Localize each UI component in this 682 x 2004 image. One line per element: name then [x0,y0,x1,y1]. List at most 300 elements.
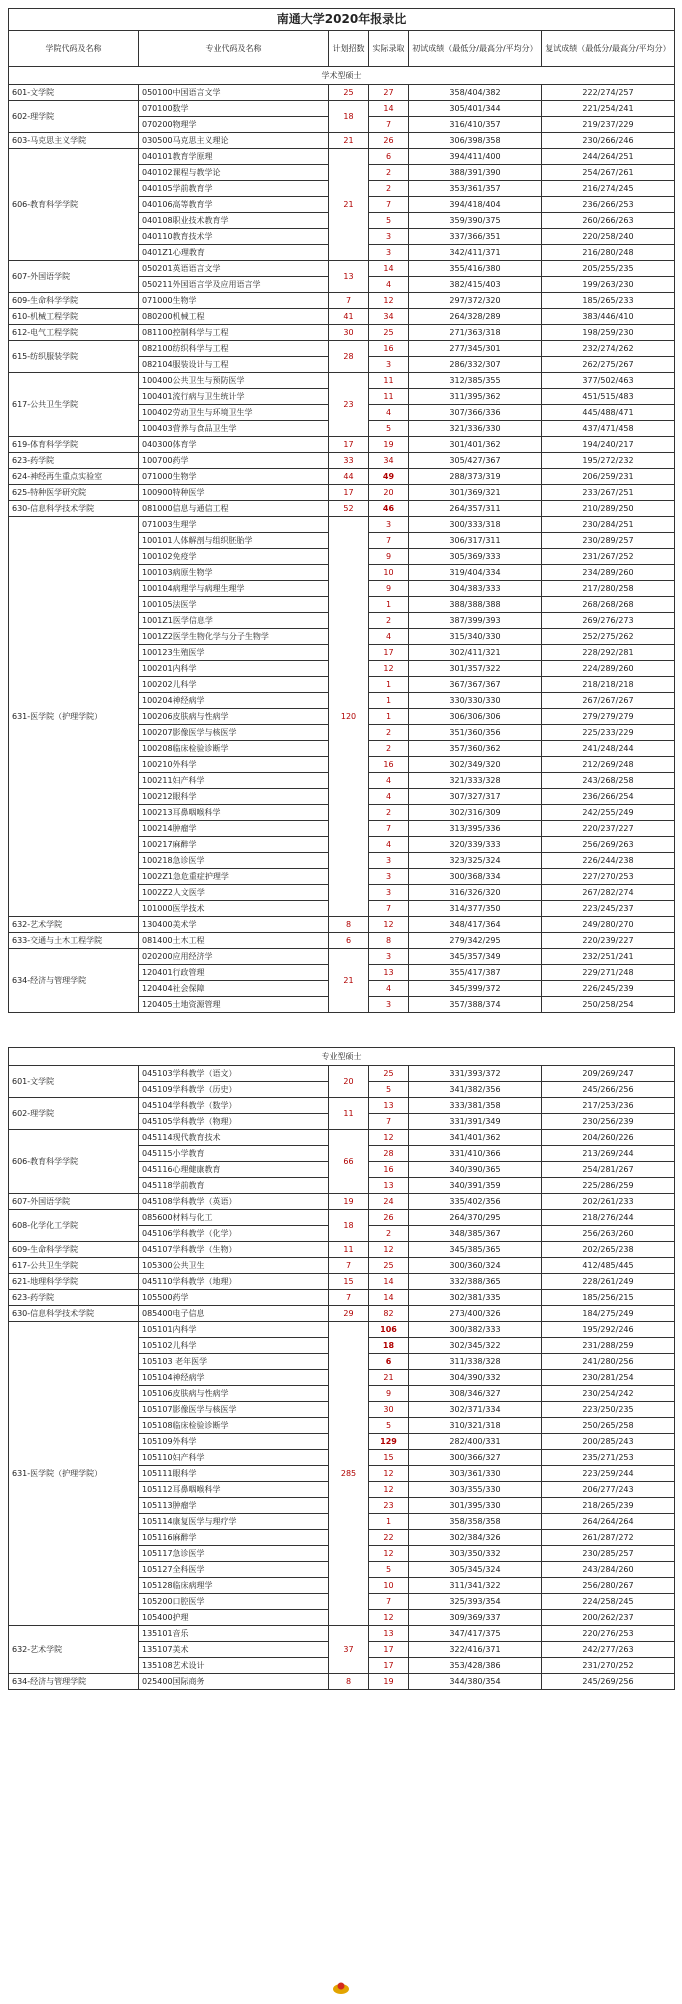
initial-score-cell: 353/361/357 [409,181,542,197]
initial-score-cell: 311/395/362 [409,389,542,405]
retest-score-cell: 254/281/267 [542,1162,675,1178]
retest-score-cell: 220/258/240 [542,229,675,245]
initial-score-cell: 303/361/330 [409,1466,542,1482]
major-cell: 105114康复医学与理疗学 [139,1514,329,1530]
initial-score-cell: 340/390/365 [409,1162,542,1178]
page-title: 南通大学2020年报录比 [9,9,675,31]
table-academic [8,8,675,1013]
retest-score-cell: 217/253/236 [542,1098,675,1114]
dept-cell: 631-医学院（护理学院） [9,517,139,917]
major-cell: 030500马克思主义理论 [139,133,329,149]
retest-score-cell: 242/277/263 [542,1642,675,1658]
admitted-cell: 3 [369,869,409,885]
major-cell: 085600材料与化工 [139,1210,329,1226]
plan-cell: 11 [329,1242,369,1258]
plan-cell: 15 [329,1274,369,1290]
major-cell: 071000生物学 [139,469,329,485]
admitted-cell: 3 [369,357,409,373]
admitted-cell: 7 [369,1594,409,1610]
retest-score-cell: 228/292/281 [542,645,675,661]
admitted-cell: 12 [369,1242,409,1258]
major-cell: 105106皮肤病与性病学 [139,1386,329,1402]
admitted-cell: 16 [369,341,409,357]
admitted-cell: 4 [369,405,409,421]
initial-score-cell: 358/404/382 [409,85,542,101]
admitted-cell: 17 [369,1642,409,1658]
retest-score-cell: 218/265/239 [542,1498,675,1514]
major-cell: 105300公共卫生 [139,1258,329,1274]
retest-score-cell: 231/270/252 [542,1658,675,1674]
retest-score-cell: 220/239/227 [542,933,675,949]
retest-score-cell: 210/289/250 [542,501,675,517]
major-cell: 100104病理学与病理生理学 [139,581,329,597]
dept-cell: 612-电气工程学院 [9,325,139,341]
initial-score-cell: 345/385/365 [409,1242,542,1258]
table-row [9,1306,675,1322]
admitted-cell: 17 [369,645,409,661]
retest-score-cell: 198/259/230 [542,325,675,341]
major-cell: 120401行政管理 [139,965,329,981]
major-cell: 040108职业技术教育学 [139,213,329,229]
admitted-cell: 5 [369,421,409,437]
table-row [9,101,675,117]
plan-cell: 21 [329,949,369,1013]
retest-score-cell: 383/446/410 [542,309,675,325]
plan-cell: 8 [329,1674,369,1690]
watermark-logo-icon [332,1980,350,1994]
header-initial-score: 初试成绩（最低分/最高分/平均分） [409,31,542,67]
dept-cell: 609-生命科学学院 [9,293,139,309]
initial-score-cell: 367/367/367 [409,677,542,693]
table-row [9,1194,675,1210]
retest-score-cell: 224/258/245 [542,1594,675,1610]
admitted-cell: 26 [369,133,409,149]
admitted-cell: 7 [369,821,409,837]
initial-score-cell: 271/363/318 [409,325,542,341]
initial-score-cell: 302/371/334 [409,1402,542,1418]
plan-cell: 29 [329,1306,369,1322]
initial-score-cell: 353/428/386 [409,1658,542,1674]
major-cell: 070100数学 [139,101,329,117]
dept-cell: 603-马克思主义学院 [9,133,139,149]
table-row [9,1210,675,1226]
retest-score-cell: 227/270/253 [542,869,675,885]
admitted-cell: 23 [369,1498,409,1514]
plan-cell: 44 [329,469,369,485]
retest-score-cell: 244/264/251 [542,149,675,165]
major-cell: 082104服装设计与工程 [139,357,329,373]
retest-score-cell: 241/248/244 [542,741,675,757]
major-cell: 100207影像医学与核医学 [139,725,329,741]
admitted-cell: 19 [369,1674,409,1690]
major-cell: 025400国际商务 [139,1674,329,1690]
admitted-cell: 1 [369,597,409,613]
admitted-cell: 4 [369,629,409,645]
major-cell: 105500药学 [139,1290,329,1306]
dept-cell: 625-特种医学研究院 [9,485,139,501]
plan-cell: 37 [329,1626,369,1674]
initial-score-cell: 355/417/387 [409,965,542,981]
major-cell: 045106学科教学（化学） [139,1226,329,1242]
retest-score-cell: 221/254/241 [542,101,675,117]
initial-score-cell: 320/339/333 [409,837,542,853]
major-cell: 040105学前教育学 [139,181,329,197]
retest-score-cell: 243/284/260 [542,1562,675,1578]
major-cell: 1001Z2医学生物化学与分子生物学 [139,629,329,645]
admitted-cell: 49 [369,469,409,485]
retest-score-cell: 232/274/262 [542,341,675,357]
major-cell: 082100纺织科学与工程 [139,341,329,357]
major-cell: 100401流行病与卫生统计学 [139,389,329,405]
table-row [9,149,675,165]
major-cell: 100213耳鼻咽喉科学 [139,805,329,821]
table-row [9,485,675,501]
dept-cell: 601-文学院 [9,85,139,101]
initial-score-cell: 300/366/327 [409,1450,542,1466]
admitted-cell: 13 [369,1626,409,1642]
table-row [9,1274,675,1290]
initial-score-cell: 321/336/330 [409,421,542,437]
major-cell: 101000医学技术 [139,901,329,917]
major-cell: 130400美术学 [139,917,329,933]
retest-score-cell: 264/264/264 [542,1514,675,1530]
initial-score-cell: 331/410/366 [409,1146,542,1162]
major-cell: 100210外科学 [139,757,329,773]
initial-score-cell: 394/411/400 [409,149,542,165]
major-cell: 100208临床检验诊断学 [139,741,329,757]
initial-score-cell: 357/388/374 [409,997,542,1013]
table-row [9,517,675,533]
initial-score-cell: 302/316/309 [409,805,542,821]
initial-score-cell: 302/345/322 [409,1338,542,1354]
table-row [9,85,675,101]
retest-score-cell: 245/269/256 [542,1674,675,1690]
retest-score-cell: 230/256/239 [542,1114,675,1130]
major-cell: 045115小学教育 [139,1146,329,1162]
admitted-cell: 13 [369,965,409,981]
retest-score-cell: 230/285/257 [542,1546,675,1562]
initial-score-cell: 321/333/328 [409,773,542,789]
retest-score-cell: 185/256/215 [542,1290,675,1306]
major-cell: 100212眼科学 [139,789,329,805]
retest-score-cell: 209/269/247 [542,1066,675,1082]
retest-score-cell: 200/285/243 [542,1434,675,1450]
major-cell: 105128临床病理学 [139,1578,329,1594]
dept-cell: 609-生命科学学院 [9,1242,139,1258]
dept-cell: 606-教育科学学院 [9,1130,139,1194]
admitted-cell: 129 [369,1434,409,1450]
plan-cell: 6 [329,933,369,949]
plan-cell: 17 [329,437,369,453]
major-cell: 100218急诊医学 [139,853,329,869]
major-cell: 1002Z2人文医学 [139,885,329,901]
admitted-cell: 3 [369,229,409,245]
plan-cell: 7 [329,1290,369,1306]
dept-cell: 610-机械工程学院 [9,309,139,325]
plan-cell: 33 [329,453,369,469]
initial-score-cell: 288/373/319 [409,469,542,485]
initial-score-cell: 322/416/371 [409,1642,542,1658]
header-plan: 计划招数 [329,31,369,67]
major-cell: 050211外国语言学及应用语言学 [139,277,329,293]
dept-cell: 601-文学院 [9,1066,139,1098]
table-row [9,949,675,965]
major-cell: 045110学科教学（地理） [139,1274,329,1290]
initial-score-cell: 382/415/403 [409,277,542,293]
dept-cell: 623-药学院 [9,453,139,469]
major-cell: 045105学科教学（物理） [139,1114,329,1130]
retest-score-cell: 256/280/267 [542,1578,675,1594]
header-dept: 学院代码及名称 [9,31,139,67]
retest-score-cell: 202/265/238 [542,1242,675,1258]
table-row [9,1626,675,1642]
table-row [9,1258,675,1274]
admitted-cell: 6 [369,149,409,165]
initial-score-cell: 342/411/371 [409,245,542,261]
retest-score-cell: 267/282/274 [542,885,675,901]
dept-cell: 606-教育科学学院 [9,149,139,261]
admitted-cell: 3 [369,997,409,1013]
initial-score-cell: 305/345/324 [409,1562,542,1578]
major-cell: 080200机械工程 [139,309,329,325]
retest-score-cell: 224/289/260 [542,661,675,677]
initial-score-cell: 305/369/333 [409,549,542,565]
retest-score-cell: 235/271/253 [542,1450,675,1466]
initial-score-cell: 345/357/349 [409,949,542,965]
major-cell: 045103学科教学（语文） [139,1066,329,1082]
major-cell: 071003生理学 [139,517,329,533]
major-cell: 040110教育技术学 [139,229,329,245]
admitted-cell: 3 [369,517,409,533]
admitted-cell: 12 [369,1482,409,1498]
retest-score-cell: 252/275/262 [542,629,675,645]
admitted-cell: 11 [369,389,409,405]
initial-score-cell: 358/358/358 [409,1514,542,1530]
retest-score-cell: 451/515/483 [542,389,675,405]
initial-score-cell: 341/401/362 [409,1130,542,1146]
initial-score-cell: 348/417/364 [409,917,542,933]
dept-cell: 632-艺术学院 [9,1626,139,1674]
admitted-cell: 9 [369,549,409,565]
admitted-cell: 25 [369,325,409,341]
major-cell: 100206皮肤病与性病学 [139,709,329,725]
initial-score-cell: 307/366/336 [409,405,542,421]
initial-score-cell: 305/401/344 [409,101,542,117]
major-cell: 081100控制科学与工程 [139,325,329,341]
plan-cell: 7 [329,1258,369,1274]
retest-score-cell: 194/240/217 [542,437,675,453]
admitted-cell: 18 [369,1338,409,1354]
major-cell: 100900特种医学 [139,485,329,501]
dept-cell: 607-外国语学院 [9,261,139,293]
table-row [9,933,675,949]
major-cell: 105108临床检验诊断学 [139,1418,329,1434]
admitted-cell: 3 [369,949,409,965]
retest-score-cell: 223/250/235 [542,1402,675,1418]
retest-score-cell: 250/265/258 [542,1418,675,1434]
initial-score-cell: 301/401/362 [409,437,542,453]
major-cell: 100201内科学 [139,661,329,677]
retest-score-cell: 241/280/256 [542,1354,675,1370]
plan-cell: 8 [329,917,369,933]
major-cell: 105104神经病学 [139,1370,329,1386]
major-cell: 105117急诊医学 [139,1546,329,1562]
major-cell: 050100中国语言文学 [139,85,329,101]
retest-score-cell: 230/281/254 [542,1370,675,1386]
initial-score-cell: 312/385/355 [409,373,542,389]
initial-score-cell: 331/393/372 [409,1066,542,1082]
initial-score-cell: 297/372/320 [409,293,542,309]
major-cell: 0401Z1心理教育 [139,245,329,261]
admitted-cell: 14 [369,101,409,117]
admitted-cell: 12 [369,293,409,309]
major-cell: 085400电子信息 [139,1306,329,1322]
admitted-cell: 13 [369,1098,409,1114]
major-cell: 100103病原生物学 [139,565,329,581]
plan-cell: 17 [329,485,369,501]
dept-cell: 634-经济与管理学院 [9,949,139,1013]
major-cell: 045109学科教学（历史） [139,1082,329,1098]
major-cell: 105101内科学 [139,1322,329,1338]
admitted-cell: 15 [369,1450,409,1466]
major-cell: 100204神经病学 [139,693,329,709]
admitted-cell: 46 [369,501,409,517]
initial-score-cell: 341/382/356 [409,1082,542,1098]
admitted-cell: 4 [369,773,409,789]
major-cell: 071000生物学 [139,293,329,309]
dept-cell: 608-化学化工学院 [9,1210,139,1242]
major-cell: 1001Z1医学信息学 [139,613,329,629]
retest-score-cell: 256/269/263 [542,837,675,853]
initial-score-cell: 388/391/390 [409,165,542,181]
admitted-cell: 10 [369,1578,409,1594]
initial-score-cell: 300/382/333 [409,1322,542,1338]
initial-score-cell: 301/357/322 [409,661,542,677]
initial-score-cell: 316/410/357 [409,117,542,133]
admitted-cell: 2 [369,1226,409,1242]
major-cell: 105103 老年医学 [139,1354,329,1370]
admitted-cell: 24 [369,1194,409,1210]
major-cell: 081400土木工程 [139,933,329,949]
retest-score-cell: 250/258/254 [542,997,675,1013]
retest-score-cell: 218/276/244 [542,1210,675,1226]
table-row [9,1066,675,1082]
retest-score-cell: 184/275/249 [542,1306,675,1322]
retest-score-cell: 234/289/260 [542,565,675,581]
major-cell: 105110妇产科学 [139,1450,329,1466]
retest-score-cell: 268/268/268 [542,597,675,613]
table-row [9,917,675,933]
retest-score-cell: 195/272/232 [542,453,675,469]
retest-score-cell: 226/245/239 [542,981,675,997]
retest-score-cell: 225/286/259 [542,1178,675,1194]
initial-score-cell: 303/350/332 [409,1546,542,1562]
major-cell: 100202儿科学 [139,677,329,693]
admitted-cell: 25 [369,1066,409,1082]
admitted-cell: 7 [369,197,409,213]
admitted-cell: 5 [369,213,409,229]
table-row [9,1290,675,1306]
retest-score-cell: 225/233/229 [542,725,675,741]
major-cell: 100400公共卫生与预防医学 [139,373,329,389]
admitted-cell: 2 [369,741,409,757]
major-cell: 105112耳鼻咽喉科学 [139,1482,329,1498]
dept-cell: 602-理学院 [9,101,139,133]
major-cell: 105102儿科学 [139,1338,329,1354]
major-cell: 105109外科学 [139,1434,329,1450]
plan-cell: 19 [329,1194,369,1210]
initial-score-cell: 277/345/301 [409,341,542,357]
admitted-cell: 7 [369,1114,409,1130]
plan-cell: 18 [329,1210,369,1242]
initial-score-cell: 307/327/317 [409,789,542,805]
retest-score-cell: 230/289/257 [542,533,675,549]
initial-score-cell: 311/338/328 [409,1354,542,1370]
plan-cell: 120 [329,517,369,917]
plan-cell: 7 [329,293,369,309]
admitted-cell: 1 [369,709,409,725]
admitted-cell: 12 [369,1610,409,1626]
table-row [9,341,675,357]
retest-score-cell: 226/244/238 [542,853,675,869]
admitted-cell: 3 [369,853,409,869]
retest-score-cell: 261/287/272 [542,1530,675,1546]
major-cell: 120405土地资源管理 [139,997,329,1013]
initial-score-cell: 337/366/351 [409,229,542,245]
initial-score-cell: 300/360/324 [409,1258,542,1274]
major-cell: 100102免疫学 [139,549,329,565]
initial-score-cell: 309/369/337 [409,1610,542,1626]
plan-cell: 285 [329,1322,369,1626]
initial-score-cell: 305/427/367 [409,453,542,469]
major-cell: 100211妇产科学 [139,773,329,789]
plan-cell: 11 [329,1098,369,1130]
initial-score-cell: 335/402/356 [409,1194,542,1210]
initial-score-cell: 332/388/365 [409,1274,542,1290]
retest-score-cell: 230/266/246 [542,133,675,149]
major-cell: 135107美术 [139,1642,329,1658]
admitted-cell: 82 [369,1306,409,1322]
table-row [9,309,675,325]
major-cell: 045114现代教育技术 [139,1130,329,1146]
plan-cell: 66 [329,1130,369,1194]
retest-score-cell: 204/260/226 [542,1130,675,1146]
retest-score-cell: 236/266/254 [542,789,675,805]
major-cell: 105116麻醉学 [139,1530,329,1546]
admitted-cell: 1 [369,1514,409,1530]
initial-score-cell: 351/360/356 [409,725,542,741]
initial-score-cell: 344/380/354 [409,1674,542,1690]
retest-score-cell: 236/266/253 [542,197,675,213]
initial-score-cell: 264/357/311 [409,501,542,517]
major-cell: 081000信息与通信工程 [139,501,329,517]
admitted-cell: 9 [369,1386,409,1402]
admitted-cell: 4 [369,789,409,805]
section-title-academic: 学术型硕士 [9,67,675,85]
initial-score-cell: 264/370/295 [409,1210,542,1226]
dept-cell: 602-理学院 [9,1098,139,1130]
retest-score-cell: 205/255/235 [542,261,675,277]
major-cell: 050201英语语言文学 [139,261,329,277]
admitted-cell: 27 [369,85,409,101]
major-cell: 105113肿瘤学 [139,1498,329,1514]
admitted-cell: 10 [369,565,409,581]
retest-score-cell: 218/218/218 [542,677,675,693]
major-cell: 100403营养与食品卫生学 [139,421,329,437]
major-cell: 045108学科教学（英语） [139,1194,329,1210]
retest-score-cell: 243/268/258 [542,773,675,789]
admitted-cell: 4 [369,981,409,997]
